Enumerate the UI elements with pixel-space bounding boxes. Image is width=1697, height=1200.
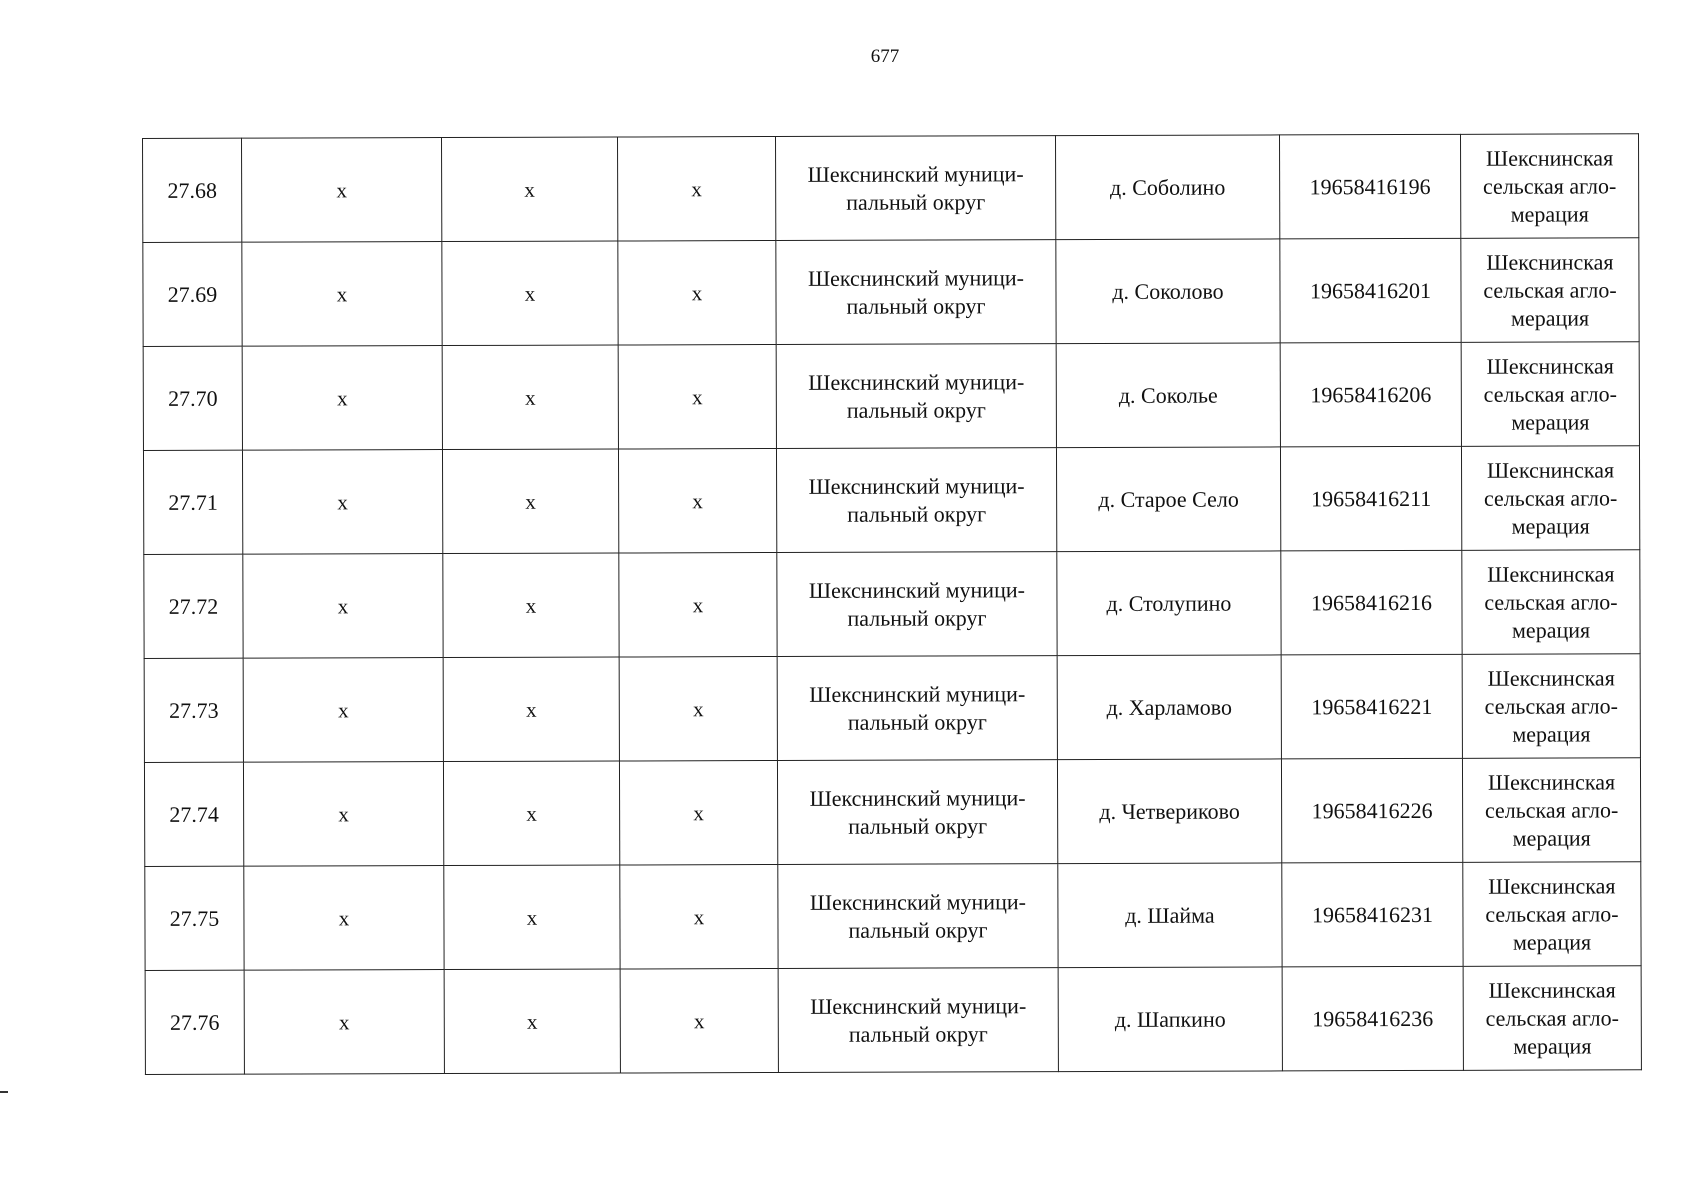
agglomeration-cell: [1463, 862, 1641, 967]
agglomeration-line2: сельская агло-: [1483, 380, 1617, 407]
cell-col2: x: [242, 450, 442, 555]
margin-mark: [0, 1091, 8, 1093]
settlements-table: [142, 133, 1642, 1075]
cell-col3: x: [444, 865, 620, 970]
cell-col3: x: [442, 137, 618, 242]
district-line1: Шекснинский муници-: [810, 992, 1027, 1019]
agglomeration-line3: мерация: [1512, 824, 1591, 851]
settlement-cell: д. Шайма: [1058, 863, 1282, 968]
agglomeration-cell: [1462, 758, 1640, 863]
cell-col4: x: [619, 761, 777, 865]
agglomeration-cell: [1463, 966, 1641, 1071]
row-number-cell: 27.76: [145, 970, 244, 1074]
settlement-cell: д. Соколово: [1056, 239, 1280, 344]
agglomeration-line1: Шекснинская: [1486, 248, 1614, 275]
district-cell: [776, 344, 1056, 449]
settlement-cell: д. Харламово: [1057, 655, 1281, 760]
oktmo-code-cell: 19658416231: [1282, 862, 1463, 967]
district-line2: пальный округ: [846, 396, 986, 423]
settlement-cell: д. Шапкино: [1058, 967, 1282, 1072]
table-row: [143, 134, 1639, 243]
agglomeration-line2: сельская агло-: [1483, 276, 1617, 303]
agglomeration-cell: [1461, 238, 1639, 343]
oktmo-code-cell: 19658416196: [1279, 134, 1460, 239]
table-row: [145, 862, 1641, 971]
agglomeration-cell: [1462, 550, 1640, 655]
cell-col2: x: [242, 138, 442, 243]
table-row: [144, 758, 1640, 867]
cell-col4: x: [618, 345, 776, 449]
district-cell: [777, 552, 1057, 657]
district-cell: [776, 448, 1056, 553]
agglomeration-line3: мерация: [1510, 304, 1590, 331]
cell-col3: x: [442, 241, 618, 346]
agglomeration-line1: Шекснинская: [1487, 560, 1615, 587]
table-row: [143, 238, 1639, 347]
oktmo-code-cell: 19658416216: [1281, 550, 1462, 655]
cell-col2: x: [243, 762, 443, 867]
district-line1: Шекснинский муници-: [809, 784, 1026, 811]
row-number-cell: 27.69: [143, 242, 242, 346]
district-line2: пальный округ: [846, 292, 986, 319]
cell-col2: x: [243, 658, 443, 763]
cell-col4: x: [618, 449, 776, 553]
district-cell: [778, 968, 1058, 1073]
cell-col2: x: [242, 242, 442, 347]
district-line1: Шекснинский муници-: [807, 160, 1024, 187]
cell-col4: x: [620, 865, 778, 969]
table-body: [143, 134, 1642, 1075]
oktmo-code-cell: 19658416201: [1280, 238, 1461, 343]
page-number: 677: [870, 46, 900, 67]
district-line1: Шекснинский муници-: [808, 472, 1025, 499]
oktmo-code-cell: 19658416236: [1282, 966, 1463, 1071]
agglomeration-line2: сельская агло-: [1484, 588, 1618, 615]
agglomeration-line1: Шекснинская: [1488, 872, 1616, 899]
district-line1: Шекснинский муници-: [807, 264, 1024, 291]
agglomeration-line2: сельская агло-: [1484, 796, 1619, 823]
agglomeration-line3: мерация: [1512, 928, 1592, 955]
district-line2: пальный округ: [847, 604, 987, 631]
district-line2: пальный округ: [848, 1020, 988, 1047]
district-line2: пальный округ: [846, 188, 986, 215]
agglomeration-line1: Шекснинская: [1486, 456, 1615, 483]
agglomeration-line3: мерация: [1511, 512, 1590, 539]
agglomeration-line3: мерация: [1511, 408, 1590, 435]
agglomeration-line3: мерация: [1511, 616, 1591, 643]
agglomeration-line2: сельская агло-: [1483, 484, 1618, 511]
agglomeration-cell: [1461, 342, 1639, 447]
agglomeration-line3: мерация: [1510, 200, 1589, 227]
agglomeration-line1: Шекснинская: [1488, 976, 1616, 1003]
district-line1: Шекснинский муници-: [808, 576, 1025, 603]
cell-col3: x: [442, 449, 618, 554]
agglomeration-cell: [1461, 446, 1639, 551]
table-row: [145, 966, 1641, 1075]
district-line2: пальный округ: [847, 708, 987, 735]
settlement-cell: д. Столупино: [1057, 551, 1281, 656]
row-number-cell: 27.74: [144, 762, 243, 866]
cell-col3: x: [443, 761, 619, 866]
cell-col2: x: [242, 346, 442, 451]
district-line2: пальный округ: [847, 500, 987, 527]
cell-col4: x: [619, 553, 777, 657]
table-row: [144, 654, 1640, 763]
table-row: [143, 446, 1639, 555]
cell-col3: x: [444, 969, 620, 1074]
oktmo-code-cell: 19658416221: [1281, 654, 1462, 759]
settlement-cell: д. Соколье: [1056, 343, 1280, 448]
row-number-cell: 27.75: [145, 866, 244, 970]
agglomeration-line1: Шекснинская: [1487, 768, 1616, 795]
district-cell: [775, 136, 1055, 241]
settlement-cell: д. Четвериково: [1057, 759, 1281, 864]
cell-col4: x: [620, 969, 778, 1073]
district-cell: [776, 240, 1056, 345]
district-cell: [777, 656, 1057, 761]
district-cell: [778, 864, 1058, 969]
oktmo-code-cell: 19658416211: [1280, 446, 1461, 551]
agglomeration-cell: [1462, 654, 1640, 759]
cell-col4: x: [617, 137, 775, 241]
agglomeration-line2: сельская агло-: [1485, 900, 1619, 927]
district-cell: [777, 760, 1057, 865]
agglomeration-line3: мерация: [1512, 720, 1591, 747]
cell-col2: x: [243, 554, 443, 659]
cell-col3: x: [442, 345, 618, 450]
district-line1: Шекснинский муници-: [808, 368, 1025, 395]
row-number-cell: 27.71: [143, 450, 242, 554]
oktmo-code-cell: 19658416206: [1280, 342, 1461, 447]
cell-col2: x: [244, 866, 444, 971]
agglomeration-line3: мерация: [1513, 1032, 1592, 1059]
settlement-cell: д. Старое Село: [1056, 447, 1280, 552]
row-number-cell: 27.68: [143, 138, 242, 242]
cell-col2: x: [244, 970, 444, 1075]
district-line1: Шекснинский муници-: [809, 680, 1026, 707]
district-line1: Шекснинский муници-: [809, 888, 1026, 915]
cell-col4: x: [619, 657, 777, 761]
cell-col3: x: [443, 657, 619, 762]
district-line2: пальный округ: [848, 812, 988, 839]
agglomeration-line1: Шекснинская: [1486, 352, 1614, 379]
cell-col3: x: [443, 553, 619, 658]
agglomeration-line2: сельская агло-: [1485, 1004, 1619, 1031]
table-row: [144, 550, 1640, 659]
row-number-cell: 27.70: [143, 346, 242, 450]
settlement-cell: д. Соболино: [1055, 135, 1279, 240]
row-number-cell: 27.73: [144, 658, 243, 762]
cell-col4: x: [618, 241, 776, 345]
agglomeration-cell: [1460, 134, 1638, 239]
agglomeration-line2: сельская агло-: [1482, 172, 1617, 199]
row-number-cell: 27.72: [144, 554, 243, 658]
agglomeration-line1: Шекснинская: [1485, 144, 1614, 171]
agglomeration-line2: сельская агло-: [1484, 692, 1618, 719]
table-row: [143, 342, 1639, 451]
agglomeration-line1: Шекснинская: [1487, 664, 1615, 691]
district-line2: пальный округ: [848, 916, 988, 943]
oktmo-code-cell: 19658416226: [1281, 758, 1462, 863]
